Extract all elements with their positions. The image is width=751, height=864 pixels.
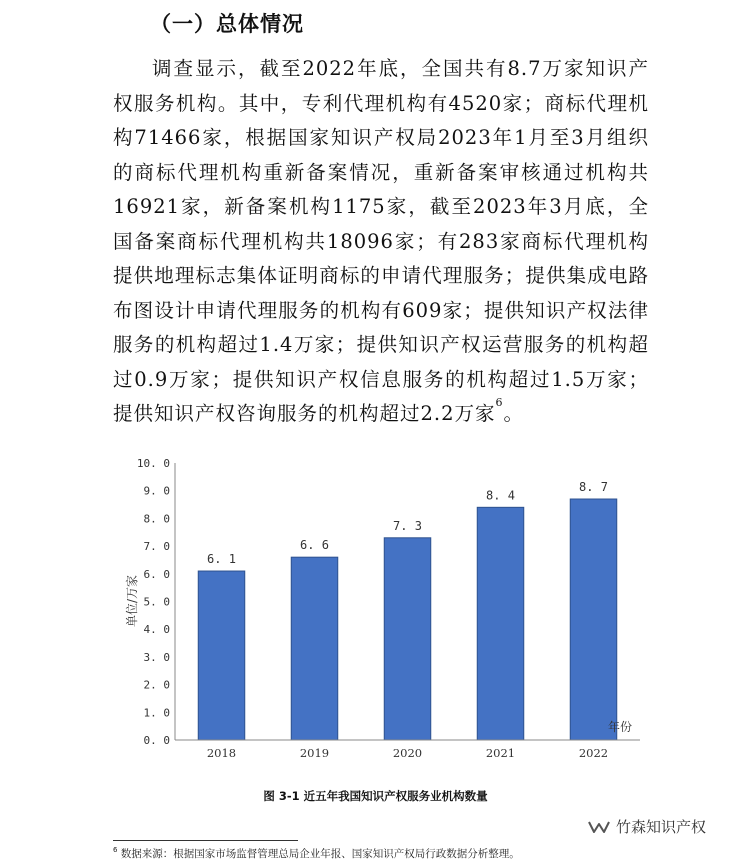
y-tick-label: 6. 0 (143, 567, 170, 581)
bar-value-label: 7. 3 (393, 518, 422, 533)
bar-2021 (477, 507, 524, 740)
bar-value-label: 6. 1 (207, 552, 236, 567)
footnote-text: 数据来源：根据国家市场监督管理总局企业年报、国家知识产权局行政数据分析整理。 (117, 848, 520, 860)
y-tick-label: 8. 0 (143, 512, 170, 526)
x-tick-label: 2021 (485, 746, 516, 760)
x-tick-label: 2019 (299, 746, 330, 760)
paragraph-text: 调查显示，截至2022年底，全国共有8.7万家知识产权服务机构。其中，专利代理机构有4520家；商标代理机构71466家，根据国家知识产权局2023年1月至3月组织的商标代理机构重新备案情况，重新备案审核通过机构共16921家，新备案机构1175家，截至2023年3月底，全国备案商标代理机构共18096家；有283家商标代理机构提供地理标志集体证明商标的申请代理服务；提供集成电路布图设计申请代理服务的机构有609家；提供知识产权法律服务的机构超过1.4万家；提供知识产权运营服务的机构超过0.9万家；提供知识产权信息服务的机构超过1.5万家；提供知识产权咨询服务的机构超过2.2万家 (113, 57, 649, 425)
bars (198, 480, 617, 740)
watermark-text: 竹森知识产权 (616, 818, 707, 836)
y-tick-label: 7. 0 (143, 540, 170, 554)
x-axis-ticks (207, 746, 608, 760)
footnote-reference[interactable]: 6 (495, 396, 504, 409)
bar-value-label: 8. 4 (486, 488, 515, 503)
bar-value-label: 6. 6 (300, 538, 329, 553)
y-axis-ticks (137, 457, 170, 747)
y-tick-label: 0. 0 (143, 734, 170, 747)
paragraph-end: 。 (503, 402, 525, 425)
y-tick-label: 3. 0 (143, 650, 170, 664)
x-axis-label: 年份 (608, 720, 633, 734)
x-tick-label: 2022 (578, 746, 609, 760)
bar-2018 (198, 571, 245, 740)
y-tick-label: 10. 0 (136, 457, 170, 470)
bar-2019 (291, 557, 338, 740)
y-tick-label: 2. 0 (143, 678, 170, 692)
y-tick-label: 9. 0 (143, 484, 170, 498)
bar-value-label: 8. 7 (579, 480, 608, 495)
y-tick-label: 4. 0 (143, 623, 170, 637)
wechat-channel-icon (588, 819, 610, 835)
y-tick-label: 5. 0 (143, 595, 170, 609)
figure-caption: 图 3-1 近五年我国知识产权服务业机构数量 (263, 789, 488, 803)
bar-2020 (384, 538, 431, 740)
y-axis-label: 单位/万家 (125, 574, 139, 628)
y-tick-label: 1. 0 (143, 706, 170, 720)
bar-2022 (570, 499, 617, 740)
footnote-mark: 6 (113, 846, 118, 854)
watermark (588, 816, 706, 837)
section-heading: （一）总体情况 (150, 12, 304, 36)
footnote-divider (113, 840, 298, 841)
footnote (113, 846, 520, 861)
x-tick-label: 2018 (206, 746, 237, 760)
x-tick-label: 2020 (392, 746, 423, 760)
